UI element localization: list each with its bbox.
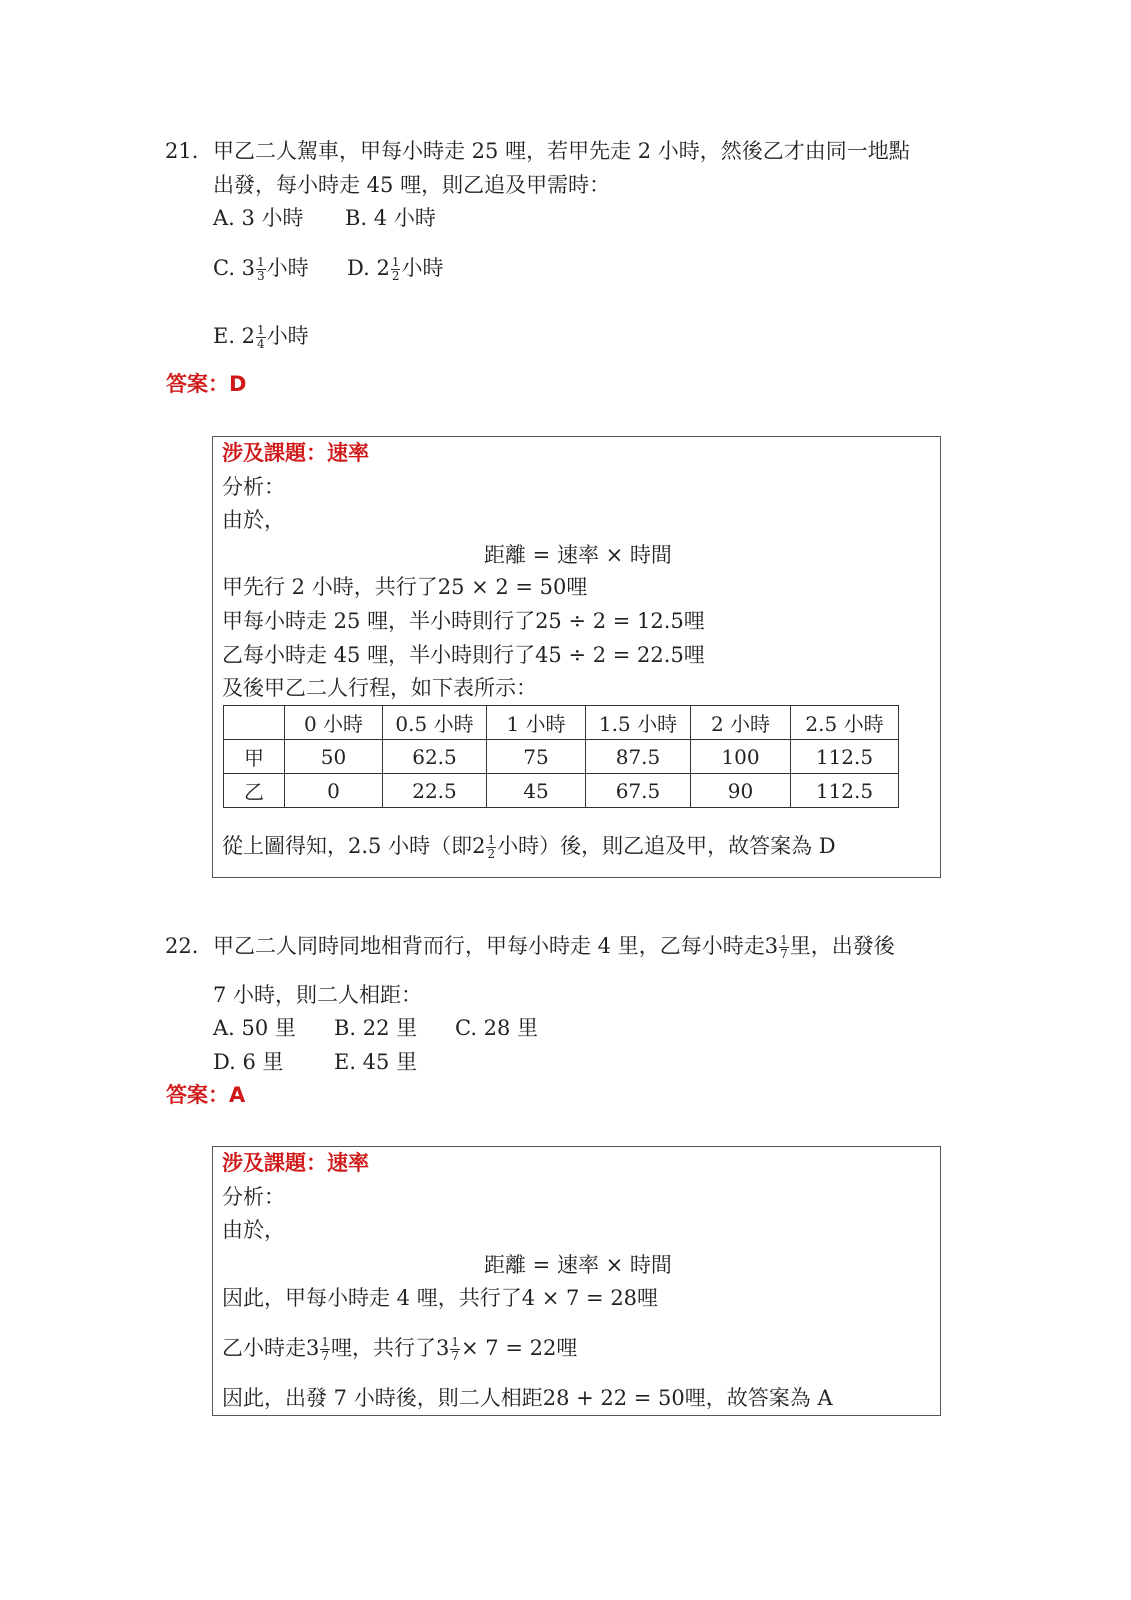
q22-line1-post: 里，出發後: [789, 934, 895, 958]
q21-topic: 涉及課題：速率: [222, 441, 369, 465]
numerator: 1: [487, 833, 496, 848]
fraction: [256, 256, 266, 282]
denominator: 7: [321, 1349, 330, 1363]
q22-line1: 因此，甲每小時走 4 哩，共行了4 × 7 = 28哩: [222, 1286, 659, 1310]
q21-since-label: 由於，: [222, 508, 285, 532]
q21-line1: 甲先行 2 小時，共行了25 × 2 = 50哩: [222, 575, 588, 599]
table-cell: 112.5: [791, 774, 899, 808]
fraction: [320, 1336, 330, 1362]
table-cell: 50: [285, 740, 383, 774]
table-cell: 45: [487, 774, 586, 808]
numerator: 1: [391, 255, 400, 270]
fraction: [486, 834, 496, 860]
table-cell: 甲: [224, 740, 285, 774]
table-cell: 22.5: [383, 774, 487, 808]
q22-line2-a: 乙小時走3: [222, 1336, 320, 1360]
q21-option-a: A. 3 小時: [213, 206, 304, 230]
table-header-row: [224, 706, 899, 740]
fraction: [779, 934, 789, 960]
table-header-cell: 2 小時: [691, 706, 791, 740]
q22-option-a: A. 50 里: [213, 1016, 296, 1040]
table-row: [224, 740, 899, 774]
table-cell: 67.5: [586, 774, 691, 808]
q21-option-d-suffix: 小時: [401, 256, 444, 280]
denominator: 7: [780, 947, 788, 961]
q22-line2-c: × 7 = 22哩: [461, 1336, 578, 1360]
q22-option-b: B. 22 里: [334, 1016, 418, 1040]
q22-line2-b: 哩，共行了3: [331, 1336, 450, 1360]
q22-solution-box: [212, 1146, 941, 1416]
q22-line3: 因此，出發 7 小時後，則二人相距28 + 22 = 50哩，故答案為 A: [222, 1386, 833, 1410]
table-cell: 87.5: [586, 740, 691, 774]
table-cell: 62.5: [383, 740, 487, 774]
q21-option-e-prefix: E. 2: [213, 324, 256, 348]
q22-question-line2: 7 小時，則二人相距：: [213, 983, 423, 1007]
q22-topic: 涉及課題：速率: [222, 1151, 369, 1175]
table-cell: 100: [691, 740, 791, 774]
table-header-cell: 0 小時: [285, 706, 383, 740]
numerator: 1: [451, 1335, 460, 1350]
table-header-cell: 1 小時: [487, 706, 586, 740]
denominator: 4: [257, 337, 265, 351]
q21-option-e: [213, 316, 309, 356]
q22-answer: 答案：A: [166, 1083, 246, 1107]
fraction: [450, 1336, 460, 1362]
table-header-cell: 0.5 小時: [383, 706, 487, 740]
table-header-cell: 2.5 小時: [791, 706, 899, 740]
q22-option-c: C. 28 里: [455, 1016, 539, 1040]
q21-number: 21.: [165, 139, 199, 163]
table-cell: 90: [691, 774, 791, 808]
q21-line4: 及後甲乙二人行程，如下表所示：: [222, 676, 537, 700]
table-cell: 乙: [224, 774, 285, 808]
q22-number: 22.: [165, 934, 199, 958]
fraction: [391, 256, 401, 282]
q21-option-b: B. 4 小時: [345, 206, 436, 230]
denominator: 2: [487, 847, 496, 861]
table-header-cell: 1.5 小時: [586, 706, 691, 740]
numerator: 1: [780, 933, 788, 948]
q22-line1-pre: 甲乙二人同時同地相背而行，甲每小時走 4 里，乙每小時走3: [213, 934, 779, 958]
q22-analysis-label: 分析：: [222, 1185, 285, 1209]
numerator: 1: [321, 1335, 330, 1350]
table-cell: 112.5: [791, 740, 899, 774]
q22-option-d: D. 6 里: [213, 1050, 284, 1074]
table-cell: 0: [285, 774, 383, 808]
q21-option-d: [347, 248, 443, 288]
q21-option-c-suffix: 小時: [266, 256, 309, 280]
q21-option-c: [213, 248, 309, 288]
q21-line2: 甲每小時走 25 哩，半小時則行了25 ÷ 2 = 12.5哩: [222, 609, 705, 633]
q22-since-label: 由於，: [222, 1218, 285, 1242]
q21-conclusion-pre: 從上圖得知，2.5 小時（即2: [222, 834, 486, 858]
table-cell: 75: [487, 740, 586, 774]
q21-answer: 答案：D: [166, 372, 247, 396]
numerator: 1: [257, 255, 265, 270]
numerator: 1: [257, 323, 265, 338]
table-row: [224, 774, 899, 808]
fraction: [256, 324, 266, 350]
q21-option-e-suffix: 小時: [266, 324, 309, 348]
q21-option-c-prefix: C. 3: [213, 256, 256, 280]
q21-conclusion: [222, 826, 836, 866]
q21-analysis-label: 分析：: [222, 475, 285, 499]
denominator: 3: [257, 269, 265, 283]
q21-question-line1: 甲乙二人駕車，甲每小時走 25 哩，若甲先走 2 小時，然後乙才由同一地點: [213, 139, 910, 163]
denominator: 2: [391, 269, 400, 283]
denominator: 7: [451, 1349, 460, 1363]
q22-question-line1: [213, 926, 895, 966]
q22-line2: [222, 1328, 577, 1368]
q21-line3: 乙每小時走 45 哩，半小時則行了45 ÷ 2 = 22.5哩: [222, 643, 705, 667]
q21-formula: 距離 = 速率 × 時間: [484, 543, 672, 567]
q21-conclusion-post: 小時）後，則乙追及甲，故答案為 D: [497, 834, 836, 858]
q22-option-e: E. 45 里: [334, 1050, 418, 1074]
q21-question-line2: 出發，每小時走 45 哩，則乙追及甲需時：: [213, 173, 611, 197]
q22-formula: 距離 = 速率 × 時間: [484, 1253, 672, 1277]
q21-option-d-prefix: D. 2: [347, 256, 390, 280]
q21-schedule-table: [223, 705, 899, 808]
table-header-cell: [224, 706, 285, 740]
